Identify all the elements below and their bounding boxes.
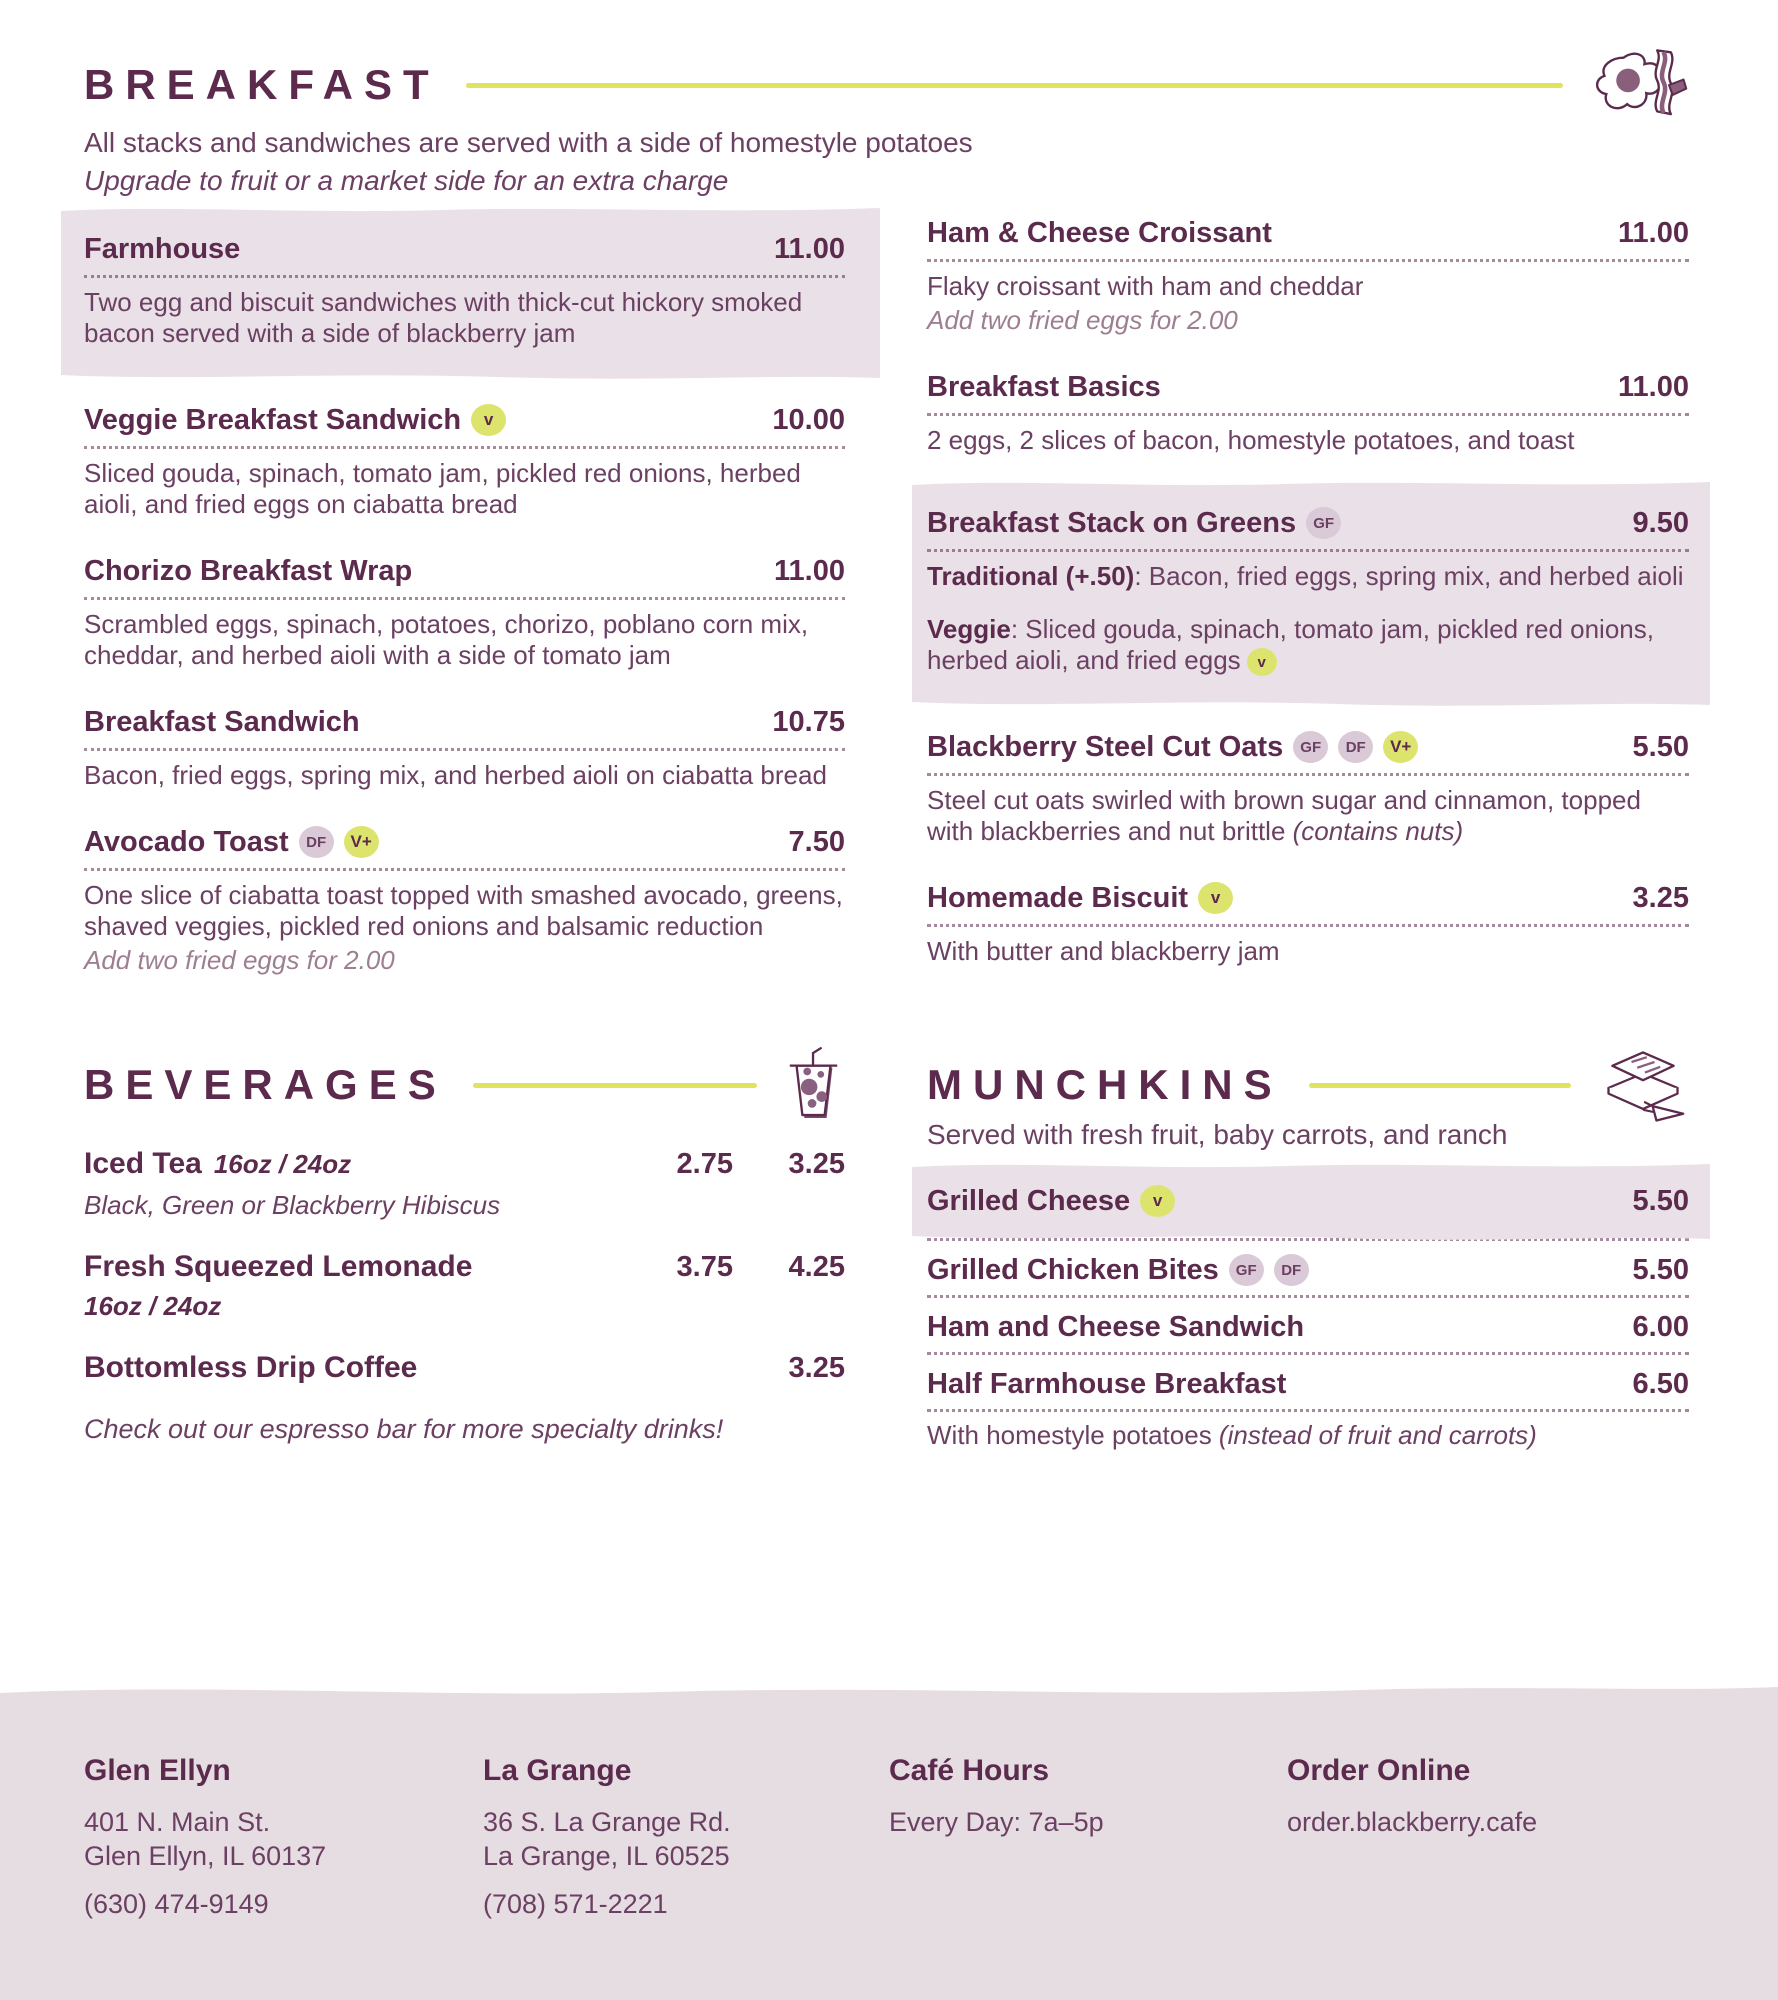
item-price-columns <box>621 1251 845 1284</box>
dotted-separator <box>927 1295 1689 1298</box>
item-name: Ham and Cheese Sandwich <box>927 1311 1305 1343</box>
munchkins-subtitle: Served with fresh fruit, baby carrots, and ranch <box>927 1119 1508 1150</box>
badge-vegetarian: v <box>1198 882 1233 914</box>
item-description <box>927 785 1689 847</box>
item-name: Blackberry Steel Cut Oats <box>927 731 1284 764</box>
item-price: 3.25 <box>788 1147 845 1180</box>
breakfast-divider-line <box>466 83 1563 88</box>
item-name: Farmhouse <box>84 233 241 265</box>
item-title-row <box>84 403 845 437</box>
beverage-item <box>84 1249 845 1322</box>
item-price: 6.00 <box>1632 1311 1689 1343</box>
munchkins-item-list <box>927 1172 1689 1451</box>
variant-label: Veggie <box>927 614 1011 644</box>
footer-heading: Café Hours <box>889 1754 1050 1787</box>
item-note: Add two fried eggs for 2.00 <box>927 305 1238 335</box>
item-title-row <box>927 730 1689 764</box>
item-price: 3.25 <box>788 1351 845 1384</box>
item-title-row <box>927 881 1689 915</box>
dotted-separator <box>84 597 845 600</box>
item-description <box>927 271 1689 302</box>
item-variant <box>927 614 1689 676</box>
footer-column <box>483 1753 889 1921</box>
beverage-item <box>84 1350 845 1386</box>
item-price: 11.00 <box>774 555 845 587</box>
breakfast-left-column <box>84 216 845 1010</box>
badge-dairy-free: DF <box>1274 1254 1309 1286</box>
highlight-wave-bottom <box>61 369 880 382</box>
beverages-item-list <box>84 1146 845 1386</box>
item-title-row <box>927 1184 1689 1218</box>
highlight-wave-bottom <box>912 696 1710 709</box>
dotted-separator <box>927 773 1689 776</box>
menu-item <box>927 1172 1689 1241</box>
item-description <box>84 880 845 942</box>
item-price: 3.25 <box>1632 882 1689 915</box>
item-title-row <box>84 554 845 588</box>
item-description <box>927 1420 1689 1451</box>
item-name: Breakfast Basics <box>927 371 1161 403</box>
item-name: Veggie Breakfast Sandwich <box>84 404 462 436</box>
item-title-row <box>84 1350 845 1386</box>
breakfast-header <box>84 60 1689 110</box>
highlighted-row <box>912 1172 1710 1230</box>
item-note: Black, Green or Blackberry Hibiscus <box>84 1190 501 1220</box>
footer-line: order.blackberry.cafe <box>1287 1807 1538 1837</box>
badge-dairy-free: DF <box>299 826 334 858</box>
dotted-separator <box>84 748 845 751</box>
item-price: 3.75 <box>676 1250 733 1283</box>
dotted-separator <box>84 275 845 278</box>
item-description <box>84 609 845 671</box>
footer-column <box>84 1753 483 1921</box>
item-name: Iced Tea <box>84 1147 202 1180</box>
item-price: 2.75 <box>676 1147 733 1180</box>
menu-item <box>84 825 845 976</box>
footer-column <box>889 1753 1287 1921</box>
item-title-row <box>927 1310 1689 1344</box>
item-price: 10.75 <box>772 706 845 738</box>
item-name: Breakfast Stack on Greens <box>927 507 1297 539</box>
beverage-item <box>84 1146 845 1221</box>
footer-heading: Glen Ellyn <box>84 1754 231 1787</box>
item-name: Avocado Toast <box>84 826 289 858</box>
item-title-row <box>927 216 1689 250</box>
menu-item <box>927 1367 1689 1451</box>
menu-item <box>927 881 1689 967</box>
item-description-text: With homestyle potatoes <box>927 1420 1219 1450</box>
item-price: 6.50 <box>1632 1368 1689 1400</box>
munchkins-title: MUNCHKINS <box>927 1061 1283 1108</box>
item-name: Ham & Cheese Croissant <box>927 217 1272 249</box>
badge-dairy-free: DF <box>1338 731 1373 763</box>
highlight-wave-bottom <box>912 1230 1710 1243</box>
dotted-separator <box>84 868 845 871</box>
item-variant <box>927 561 1689 592</box>
highlight-wave-top <box>61 204 880 216</box>
highlight-wave-top <box>912 1160 1710 1172</box>
item-title-row <box>84 825 845 859</box>
item-name: Breakfast Sandwich <box>84 706 360 738</box>
item-title-row <box>927 1253 1689 1287</box>
beverages-header <box>84 1060 845 1110</box>
espresso-bar-note: Check out our espresso bar for more specialty drinks! <box>84 1414 724 1444</box>
menu-item <box>927 1253 1689 1298</box>
item-name: Grilled Cheese <box>927 1185 1131 1217</box>
footer-line: 36 S. La Grange Rd. <box>483 1807 731 1837</box>
item-description-text: Sliced gouda, spinach, tomato jam, pickled red onions, herbed aioli, and fried eggs on ciabatta bread <box>84 458 801 519</box>
item-price: 11.00 <box>1618 371 1689 403</box>
item-price: 10.00 <box>772 404 845 436</box>
footer-column <box>1287 1753 1537 1921</box>
item-description-text: Bacon, fried eggs, spring mix, and herbed aioli on ciabatta bread <box>84 760 827 790</box>
footer-heading: La Grange <box>483 1754 632 1787</box>
item-description-text: 2 eggs, 2 slices of bacon, homestyle potatoes, and toast <box>927 425 1575 455</box>
beverages-divider-line <box>473 1083 757 1088</box>
beverages-title: BEVERAGES <box>84 1061 447 1108</box>
breakfast-right-column <box>927 216 1689 1001</box>
item-description-text: Scrambled eggs, spinach, potatoes, chorizo, poblano corn mix, cheddar, and herbed aioli with a side of tomato jam <box>84 609 809 670</box>
menu-item <box>912 490 1710 696</box>
menu-item <box>84 554 845 671</box>
variant-text: Bacon, fried eggs, spring mix, and herbed aioli <box>1148 561 1684 591</box>
lower-sections-row <box>84 1060 1689 1463</box>
item-description <box>84 287 845 349</box>
menu-item <box>84 403 845 520</box>
dotted-separator <box>927 259 1689 262</box>
footer-phone: (708) 571-2221 <box>483 1889 668 1919</box>
item-description <box>927 425 1689 456</box>
badge-vegetarian: v <box>1140 1185 1175 1217</box>
item-price: 5.50 <box>1632 1254 1689 1286</box>
footer <box>0 1703 1778 2000</box>
item-name: Bottomless Drip Coffee <box>84 1351 418 1384</box>
item-price: 9.50 <box>1632 507 1689 539</box>
dotted-separator <box>927 924 1689 927</box>
item-description-italic: (instead of fruit and carrots) <box>1218 1420 1537 1450</box>
breakfast-subtitle: All stacks and sandwiches are served with a side of homestyle potatoes <box>84 127 973 158</box>
item-title-row <box>927 1367 1689 1401</box>
item-price: 11.00 <box>774 233 845 265</box>
variant-separator: : <box>1134 561 1149 591</box>
badge-gluten-free: GF <box>1306 507 1341 539</box>
footer-line: Glen Ellyn, IL 60137 <box>84 1841 327 1871</box>
item-size-options: 16oz / 24oz <box>213 1148 352 1179</box>
item-price: 5.50 <box>1632 1185 1689 1217</box>
item-description-text: Steel cut oats swirled with brown sugar and cinnamon, topped with blackberries and nut brittle <box>927 785 1641 847</box>
item-name: Half Farmhouse Breakfast <box>927 1368 1287 1400</box>
munchkins-header <box>927 1060 1689 1110</box>
highlight-wave-top <box>912 478 1710 490</box>
footer-line: La Grange, IL 60525 <box>483 1841 730 1871</box>
badge-vegetarian: v <box>471 404 506 436</box>
dotted-separator <box>927 549 1689 552</box>
menu-item <box>61 216 880 369</box>
footer-line: 401 N. Main St. <box>84 1807 271 1837</box>
variant-text: Sliced gouda, spinach, tomato jam, pickled red onions, herbed aioli, and fried eggs <box>927 614 1654 675</box>
badge-vegan: V+ <box>344 826 379 858</box>
dotted-separator <box>84 446 845 449</box>
munchkins-section <box>927 1060 1689 1463</box>
munchkins-divider-line <box>1309 1083 1571 1088</box>
item-price-columns <box>621 1352 845 1385</box>
menu-item <box>927 1310 1689 1355</box>
item-title-row <box>84 705 845 739</box>
item-price-columns <box>621 1148 845 1181</box>
item-description-text: One slice of ciabatta toast topped with smashed avocado, greens, shaved veggies, pickled red onions and balsamic reduction <box>84 880 843 941</box>
breakfast-title: BREAKFAST <box>84 61 440 108</box>
item-price: 4.25 <box>788 1250 845 1283</box>
badge-gluten-free: GF <box>1229 1254 1264 1286</box>
breakfast-section <box>84 60 1689 1010</box>
item-name: Homemade Biscuit <box>927 882 1189 915</box>
badge-vegan: V+ <box>1383 731 1418 763</box>
item-description-text: With butter and blackberry jam <box>927 936 1280 967</box>
item-name: Fresh Squeezed Lemonade <box>84 1250 473 1283</box>
badge-gluten-free: GF <box>1293 731 1328 763</box>
item-title-row <box>927 506 1689 540</box>
item-description-text: Two egg and biscuit sandwiches with thick-cut hickory smoked bacon served with a side of blackberry jam <box>84 287 803 348</box>
menu-item <box>927 730 1689 847</box>
dotted-separator <box>927 413 1689 416</box>
menu-item <box>927 216 1689 336</box>
item-description <box>927 936 1689 967</box>
sandwich-and-carrot-icon <box>1597 1044 1689 1126</box>
footer-phone: (630) 474-9149 <box>84 1889 269 1919</box>
menu-item <box>84 705 845 791</box>
footer-wave-edge <box>0 1679 1778 1703</box>
item-price: 7.50 <box>788 826 845 858</box>
item-name: Chorizo Breakfast Wrap <box>84 555 413 587</box>
item-title-row <box>84 232 845 266</box>
variant-separator: : <box>1010 614 1026 644</box>
drink-cup-icon <box>783 1043 845 1127</box>
dotted-separator <box>927 1352 1689 1355</box>
item-description <box>84 760 845 791</box>
item-description-italic: (contains nuts) <box>1292 816 1464 847</box>
item-price <box>621 1352 733 1385</box>
badge-vegetarian: v <box>1247 648 1277 676</box>
bacon-and-egg-icon <box>1589 42 1689 128</box>
item-price: 5.50 <box>1632 731 1689 764</box>
item-price: 11.00 <box>1618 217 1689 249</box>
footer-columns <box>0 1703 1778 1921</box>
item-description <box>84 458 845 520</box>
beverages-section <box>84 1060 845 1445</box>
variant-label: Traditional (+.50) <box>927 561 1135 591</box>
breakfast-upgrade-note: Upgrade to fruit or a market side for an extra charge <box>84 165 729 196</box>
footer-heading: Order Online <box>1287 1754 1471 1787</box>
item-title-row <box>927 370 1689 404</box>
menu-item <box>927 370 1689 456</box>
item-note: Add two fried eggs for 2.00 <box>84 945 395 975</box>
item-name: Grilled Chicken Bites <box>927 1254 1219 1286</box>
item-size-options: 16oz / 24oz <box>84 1291 222 1321</box>
footer-line: Every Day: 7a–5p <box>889 1807 1104 1837</box>
item-title-row <box>84 1249 845 1285</box>
dotted-separator <box>927 1409 1689 1412</box>
item-description-text: Flaky croissant with ham and cheddar <box>927 271 1364 301</box>
item-title-row <box>84 1146 845 1182</box>
